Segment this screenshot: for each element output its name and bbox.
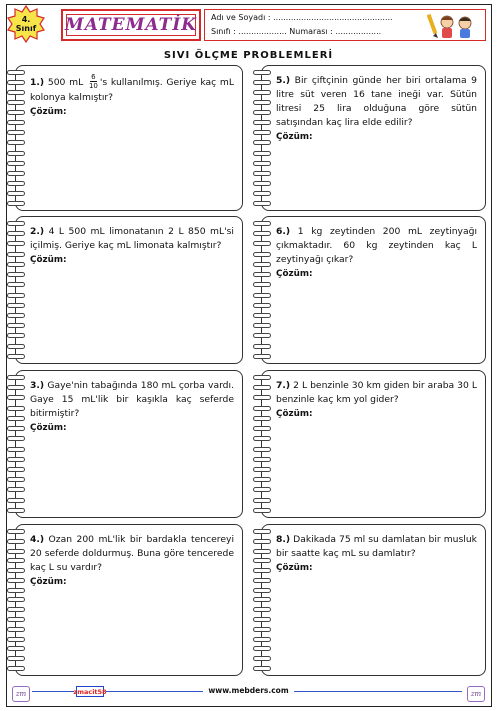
- spiral-binding: [7, 375, 25, 513]
- spiral-binding: [253, 70, 271, 206]
- problem-card-3: [15, 370, 243, 518]
- problem-number: 2.): [30, 226, 45, 237]
- problem-text: 7.) 2 L benzinle 30 km giden bir araba 30 L benzinle kaç km yol gider? Çözüm:: [276, 380, 477, 419]
- problem-number: 4.): [30, 534, 45, 545]
- problem-card-7: [261, 370, 486, 518]
- zm-logo-right: zm: [467, 686, 485, 702]
- problem-number: 1.): [30, 77, 45, 88]
- grade-star: [6, 5, 46, 43]
- problem-number: 3.): [30, 380, 45, 391]
- problem-text: 1.) 500 mL $\frac{6}{10}$ 's kullanılmış. Geriye kaç mL kolonya kalmıştır? Çözüm:: [30, 73, 235, 117]
- name-line: Adı ve Soyadı : ...............................................: [211, 13, 393, 22]
- problem-number: 5.): [276, 75, 291, 86]
- zm-logo-left: zm: [12, 686, 30, 702]
- problem-card-5: [261, 65, 486, 211]
- student-info-box: [204, 9, 486, 41]
- solution-label: Çözüm:: [30, 255, 67, 265]
- problem-card-4: [15, 524, 243, 676]
- problem-text: 2.) 4 L 500 mL limonatanın 2 L 850 mL'si içilmiş. Geriye kaç mL limonata kalmıştır? Çözüm:: [30, 226, 234, 265]
- solution-label: Çözüm:: [276, 132, 313, 142]
- grade-word: Sınıf: [15, 24, 37, 33]
- spiral-binding: [253, 529, 271, 671]
- subject-box: [61, 9, 201, 41]
- subject-title: MATEMATİK: [64, 15, 198, 35]
- problem-number: 8.): [276, 534, 291, 545]
- problem-text: 3.) Gaye'nin tabağında 180 mL çorba vardı. Gaye 15 mL'lik bir kaşıkla kaç seferde bitirmiştir? Çözüm:: [30, 380, 234, 433]
- problem-text: 4.) Ozan 200 mL'lik bir bardakla tencereyi 20 seferde doldurmuş. Buna göre tencerede kaç L su vardır? Çözüm:: [30, 534, 235, 587]
- solution-label: Çözüm:: [30, 107, 67, 117]
- spiral-binding: [7, 221, 25, 359]
- fraction: $\frac{6}{10}$: [88, 73, 98, 90]
- class-number-line: Sınıfı : ................... Numarası : ..................: [211, 27, 382, 36]
- solution-label: Çözüm:: [30, 577, 67, 587]
- children-illustration-icon: [427, 11, 479, 39]
- problem-card-8: [261, 524, 486, 676]
- footer-site: [0, 686, 497, 695]
- solution-label: Çözüm:: [276, 409, 313, 419]
- solution-label: Çözüm:: [276, 269, 313, 279]
- spiral-binding: [253, 375, 271, 513]
- problem-text: 5.) Bir çiftçinin günde her biri ortalama 9 litre süt veren 16 tane ineği var. Sütün litresi 25 lira olduğuna göre sütün satışından kaç lira elde edilir? Çözüm:: [276, 75, 478, 142]
- problem-text: 8.) Dakikada 75 ml su damlatan bir musluk bir saatte kaç mL su damlatır? Çözüm:: [276, 534, 477, 573]
- problem-number: 7.): [276, 380, 291, 391]
- problem-text: 6.) 1 kg zeytinden 200 mL zeytinyağı çıkmaktadır. 60 kg zeytinden kaç L zeytinyağı çıkar? Çözüm:: [276, 226, 478, 279]
- problem-card-6: [261, 216, 486, 364]
- site-link[interactable]: www.mebders.com: [203, 686, 293, 695]
- spiral-binding: [7, 70, 25, 206]
- solution-label: Çözüm:: [30, 423, 67, 433]
- author-code-badge: zmacit58: [73, 687, 107, 696]
- grade-number: 4.: [21, 15, 31, 24]
- problem-card-2: [15, 216, 243, 364]
- solution-label: Çözüm:: [276, 563, 313, 573]
- problem-card-1: [15, 65, 243, 211]
- spiral-binding: [7, 529, 25, 671]
- spiral-binding: [253, 221, 271, 359]
- worksheet-title: SIVI ÖLÇME PROBLEMLERİ: [163, 50, 334, 61]
- problem-number: 6.): [276, 226, 291, 237]
